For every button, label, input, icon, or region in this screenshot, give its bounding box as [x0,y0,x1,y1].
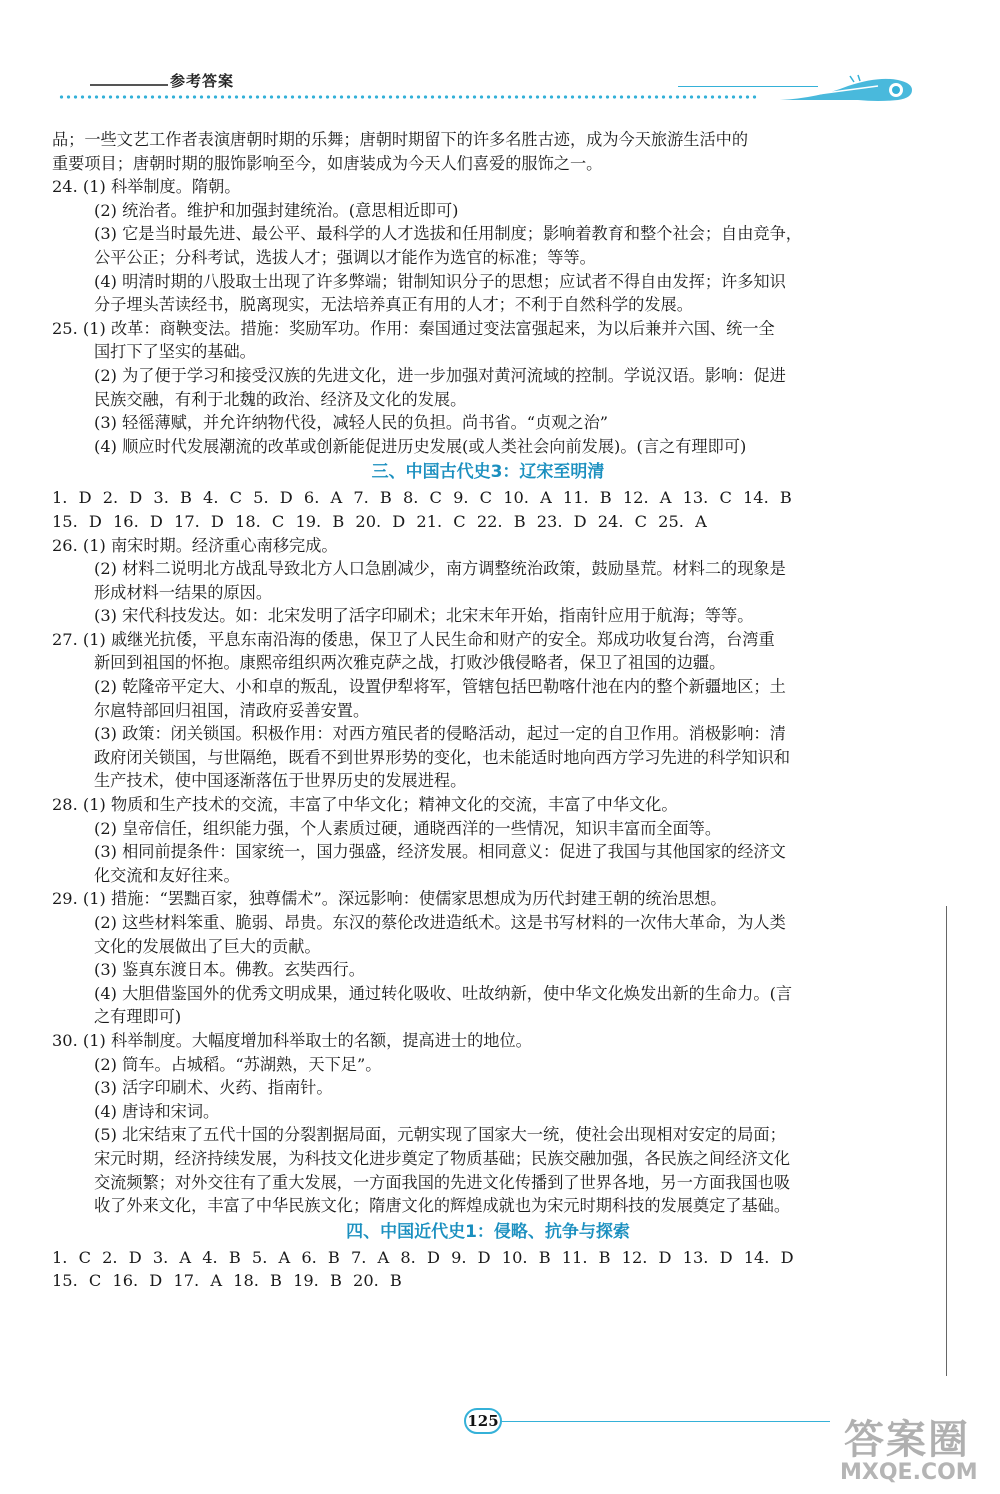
footer-rule [500,1421,830,1422]
answer-line: (3) 轻徭薄赋，并允许纳物代役，减轻人民的负担。尚书省。“贞观之治” [94,413,609,433]
answer-line: 品；一些文艺工作者表演唐朝时期的乐舞；唐朝时期留下的许多名胜古迹，成为今天旅游生活中的 [52,130,749,149]
answer-line: (5) 北宋结束了五代十国的分裂割据局面，元朝实现了国家大一统，使社会出现相对安定的局面； [94,1125,786,1145]
answer-line: 1. C 2. D 3. A 4. B 5. A 6. B 7. A 8. D 9. D 10. B 11. B 12. D 13. D 14. D [52,1247,794,1267]
section-title: 四、中国近代史1：侵略、抗争与探索 [346,1221,630,1242]
answer-line: 国打下了坚实的基础。 [94,342,256,362]
answer-line: (2) 材料二说明北方战乱导致北方人口急剧减少，南方调整统治政策，鼓励垦荒。材料二的现象是 [94,559,786,579]
answer-line: 之有理即可) [94,1007,182,1027]
answer-line: 尔扈特部回归祖国，清政府妥善安置。 [94,700,370,720]
answer-line: 文化的发展做出了巨大的贡献。 [94,936,321,956]
watermark-text: 答案圈 [844,1417,970,1463]
answer-line: 30. (1) 科举制度。大幅度增加科举取士的名额，提高进士的地位。 [52,1030,532,1050]
answer-line: (3) 宋代科技发达。如：北宋发明了活字印刷术；北宋末年开始，指南针应用于航海；等等。 [94,606,754,626]
page-header [58,70,920,110]
answer-line: 1. D 2. D 3. B 4. C 5. D 6. A 7. B 8. C 9. C 10. A 11. B 12. A 13. C 14. B [52,488,792,508]
margin-rule [946,906,947,1376]
answer-line: (4) 大胆借鉴国外的优秀文明成果，通过转化吸收、吐故纳新，使中华文化焕发出新的生命力。(言 [94,983,793,1003]
answer-line: (2) 这些材料笨重、脆弱、昂贵。东汉的蔡伦改进造纸术。这是书写材料的一次伟大革命，为人类 [94,913,786,932]
watermark-logo [832,1408,992,1490]
answer-line: (2) 为了便于学习和接受汉族的先进文化，进一步加强对黄河流域的控制。学说汉语。影响：促进 [94,365,786,385]
answer-line: 生产技术，使中国逐渐落伍于世界历史的发展进程。 [94,771,467,791]
answer-line: (3) 活字印刷术、火药、指南针。 [94,1078,333,1098]
answer-line: (3) 它是当时最先进、最公平、最科学的人才选拔和任用制度；影响着教育和整个社会；自由竞争， [94,224,802,244]
answer-line: 29. (1) 措施：“罢黜百家，独尊儒术”。深远影响：使儒家思想成为历代封建王朝的统治思想。 [52,889,727,909]
answer-line: 形成材料一结果的原因。 [94,582,273,602]
answer-line: 重要项目；唐朝时期的服饰影响至今，如唐装成为今天人们喜爱的服饰之一。 [52,153,603,173]
answer-line: 宋元时期，经济持续发展，为科技文化进步奠定了物质基础；民族交融加强，各民族之间经济文化 [94,1148,791,1168]
answer-line: (2) 乾隆帝平定大、小和卓的叛乱，设置伊犁将军，管辖包括巴勒喀什池在内的整个新疆地区；土 [94,677,786,697]
answer-line: 化交流和友好往来。 [94,865,240,885]
answer-line: 15. C 16. D 17. A 18. B 19. B 20. B [52,1271,402,1291]
header-title: 参考答案 [170,72,235,90]
answer-line: 24. (1) 科举制度。隋朝。 [52,177,241,197]
answer-line: 收了外来文化，丰富了中华民族文化；隋唐文化的辉煌成就也为宋元时期科技的发展奠定了基础。 [94,1196,791,1216]
answer-line: 分子埋头苦读经书，脱离现实，无法培养真正有用的人才；不利于自然科学的发展。 [94,295,693,315]
header-dotted-band [58,94,758,100]
answer-line: (4) 明清时期的八股取士出现了许多弊端；钳制知识分子的思想；应试者不得自由发挥；许多知识 [94,271,786,291]
answer-line: 27. (1) 戚继光抗倭，平息东南沿海的倭患，保卫了人民生命和财产的安全。郑成功收复台湾，台湾重 [52,629,775,649]
section-title: 三、中国古代史3：辽宋至明清 [371,462,605,483]
answer-line: 25. (1) 改革：商鞅变法。措施：奖励军功。作用：秦国通过变法富强起来，为以后兼并六国、统一全 [52,318,775,338]
pen-ornament-icon [778,74,918,106]
watermark-url: MXQE.COM [840,1460,978,1485]
answer-line: 新回到祖国的怀抱。康熙帝组织两次雅克萨之战，打败沙俄侵略者，保卫了祖国的边疆。 [94,653,726,673]
answer-line: (3) 鉴真东渡日本。佛教。玄奘西行。 [94,960,365,980]
answer-line: 28. (1) 物质和生产技术的交流，丰富了中华文化；精神文化的交流，丰富了中华文化。 [52,795,678,815]
header-rule [90,84,168,86]
answer-line: 公平公正；分科考试，选拔人才；强调以才能作为选官的标准；等等。 [94,247,596,267]
answer-line: 26. (1) 南宋时期。经济重心南移完成。 [52,535,338,555]
answer-line: 政府闭关锁国，与世隔绝，既看不到世界形势的变化，也未能适时地向西方学习先进的科学知识和 [94,747,791,767]
answer-line: (3) 政策：闭关锁国。积极作用：对西方殖民者的侵略活动，起过一定的自卫作用。消极影响：清 [94,724,786,744]
answer-line: 民族交融，有利于北魏的政治、经济及文化的发展。 [94,389,467,409]
answer-line: (3) 相同前提条件：国家统一，国力强盛，经济发展。相同意义：促进了我国与其他国家的经济文 [94,842,786,862]
answer-line: 15. D 16. D 17. D 18. C 19. B 20. D 21. C 22. B 23. D 24. C 25. A [52,511,707,531]
answer-line: (4) 顺应时代发展潮流的改革或创新能促进历史发展(或人类社会向前发展)。(言之有理即可) [94,436,747,456]
answer-line: 交流频繁；对外交往有了重大发展，一方面我国的先进文化传播到了世界各地，另一方面我国也吸 [94,1172,791,1192]
answer-line: (4) 唐诗和宋词。 [94,1101,220,1121]
answer-content [52,128,924,1293]
page-number: 125 [464,1408,502,1434]
answer-line: (2) 统治者。维护和加强封建统治。(意思相近即可) [94,200,459,220]
answer-line: (2) 筒车。占城稻。“苏湖熟，天下足”。 [94,1054,382,1074]
answer-line: (2) 皇帝信任，组织能力强，个人素质过硬，通晓西洋的一些情况，知识丰富而全面等。 [94,818,722,838]
